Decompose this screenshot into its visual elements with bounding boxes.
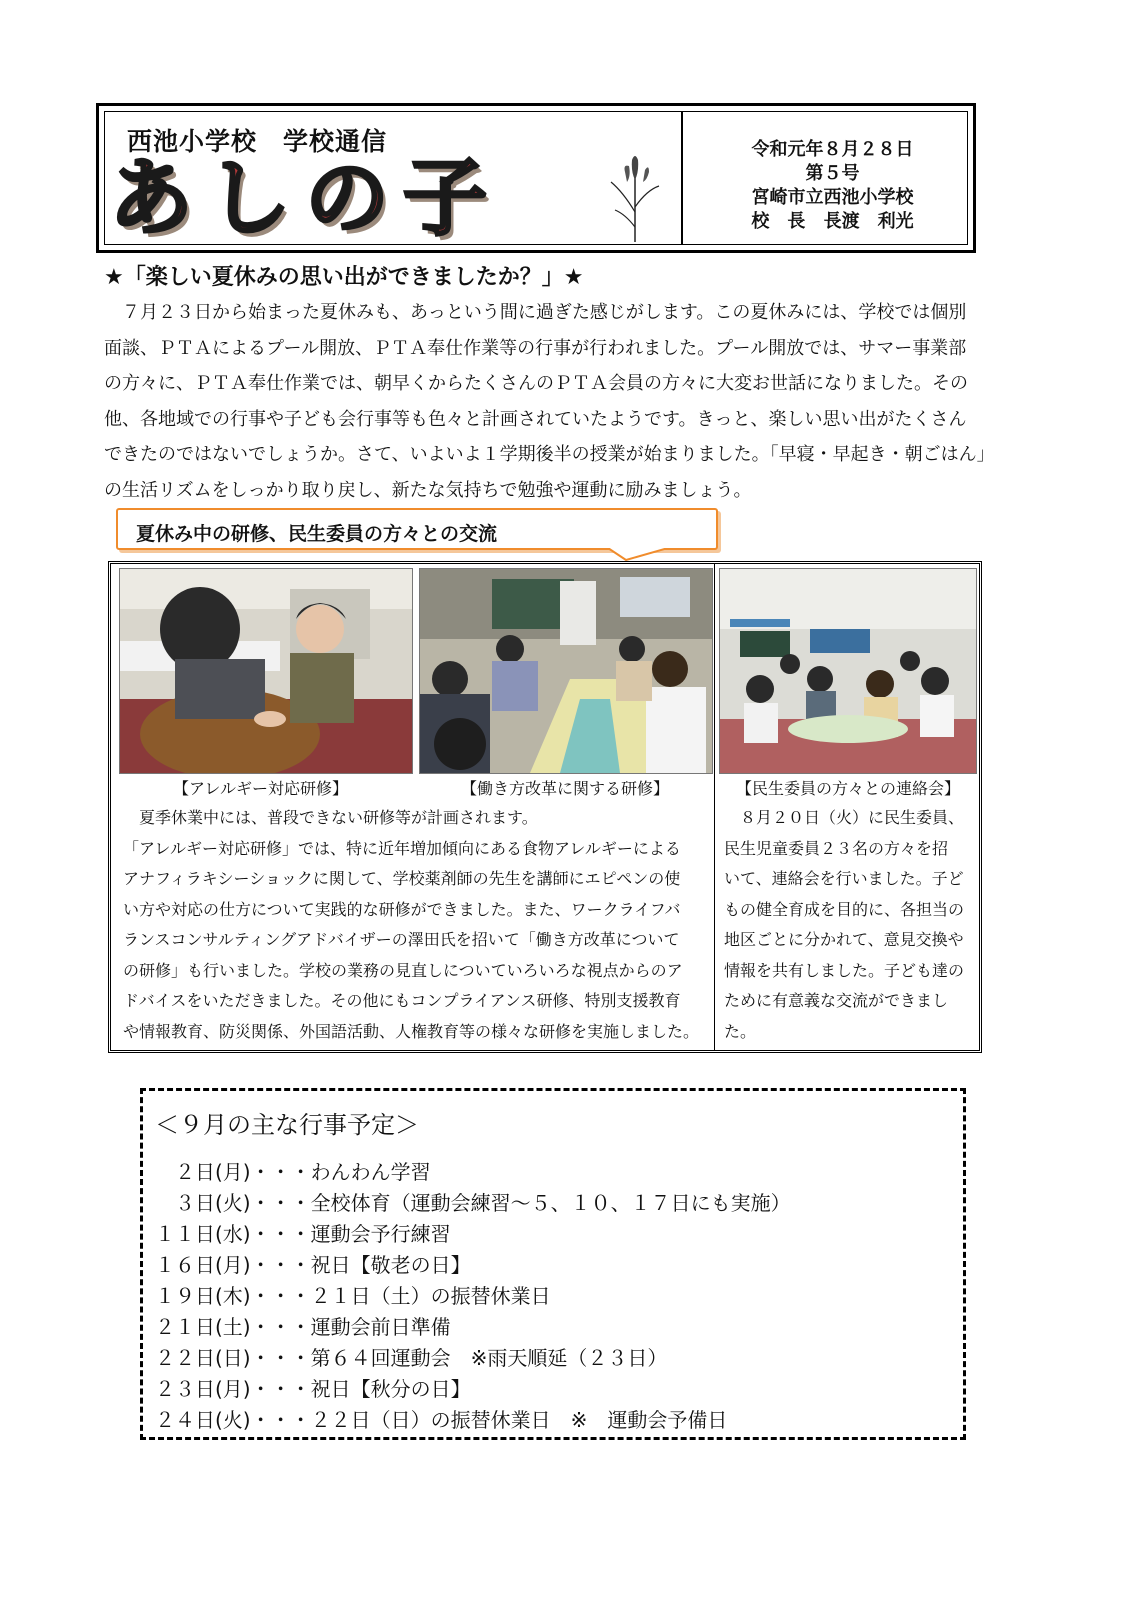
callout-tail bbox=[608, 548, 668, 562]
caption-allergy-training: 【アレルギー対応研修】 bbox=[173, 779, 348, 798]
events-title: ＜９月の主な行事予定＞ bbox=[155, 1111, 419, 1139]
reed-grass-icon bbox=[605, 152, 665, 242]
event-item: ２日(月)・・・わんわん学習 bbox=[155, 1160, 431, 1184]
main-headline: ★「楽しい夏休みの思い出ができましたか？」★ bbox=[104, 265, 584, 290]
training-line: い方や対応の仕方について実践的な研修ができました。また、ワークライフバ bbox=[123, 899, 681, 919]
intro-paragraph bbox=[104, 295, 1006, 508]
event-item: ２１日(土)・・・運動会前日準備 bbox=[155, 1315, 451, 1339]
issue-date: 令和元年８月２８日 bbox=[751, 139, 914, 160]
training-line: の研修」も行いました。学校の業務の見直しについていろいろな視点からのア bbox=[123, 960, 683, 980]
welfare-line: た。 bbox=[724, 1021, 757, 1041]
photo-box-divider bbox=[714, 564, 715, 1050]
training-line: 夏季休業中には、普段できない研修等が計画されます。 bbox=[139, 808, 538, 827]
issue-number: 第５号 bbox=[805, 163, 860, 184]
training-line: アナフィラキシーショックに関して、学校薬剤師の先生を講師にエピペンの使 bbox=[123, 869, 681, 888]
training-line: ドバイスをいただきました。その他にもコンプライアンス研修、特別支援教育 bbox=[123, 991, 681, 1010]
principal-role: 校 長 bbox=[751, 211, 806, 232]
intro-line: できたのではないでしょうか。さて、いよいよ１学期後半の授業が始まりました。「早寝・早起き・朝ごはん」 bbox=[104, 444, 995, 465]
training-section bbox=[108, 561, 982, 1053]
event-item: ２２日(日)・・・第６４回運動会 ※雨天順延（２３日） bbox=[155, 1346, 668, 1370]
welfare-line: 地区ごとに分かれて、意見交換や bbox=[724, 930, 964, 949]
event-item: １６日(月)・・・祝日【敬老の日】 bbox=[155, 1253, 471, 1277]
welfare-line: いて、連絡会を行いました。子ど bbox=[724, 869, 964, 888]
caption-work-reform-training: 【働き方改革に関する研修】 bbox=[461, 779, 670, 798]
event-item: ２４日(火)・・・２２日（日）の振替休業日 ※ 運動会予備日 bbox=[155, 1408, 728, 1432]
principal bbox=[705, 210, 960, 234]
welfare-line: 情報を共有しました。子ども達の bbox=[724, 960, 965, 980]
welfare-paragraph bbox=[724, 803, 974, 1047]
event-item: １９日(木)・・・２１日（土）の振替休業日 bbox=[155, 1284, 551, 1308]
intro-line: 面談、ＰＴＡによるプール開放、ＰＴＡ奉仕作業等の行事が行われました。プール開放では、サマー事業部 bbox=[104, 337, 967, 359]
callout-text: 夏休み中の研修、民生委員の方々との交流 bbox=[136, 523, 498, 545]
training-paragraph bbox=[123, 803, 708, 1047]
masthead-inner-frame bbox=[104, 111, 968, 245]
photo-welfare-meeting bbox=[719, 568, 977, 774]
events-list bbox=[155, 1157, 791, 1436]
principal-name: 長渡 利光 bbox=[823, 211, 914, 232]
welfare-line: ために有意義な交流ができまし bbox=[724, 991, 949, 1010]
issue-info bbox=[705, 138, 960, 234]
training-line: 「アレルギー対応研修」では、特に近年増加傾向にある食物アレルギーによる bbox=[123, 838, 681, 858]
september-events-box bbox=[140, 1088, 966, 1440]
school-line: 西池小学校 学校通信 bbox=[127, 127, 388, 156]
school-name: 宮崎市立西池小学校 bbox=[751, 187, 914, 208]
event-item: ３日(火)・・・全校体育（運動会練習～５、１０、１７日にも実施） bbox=[155, 1191, 791, 1215]
caption-welfare-meeting: 【民生委員の方々との連絡会】 bbox=[736, 779, 961, 798]
masthead bbox=[96, 103, 976, 253]
section-callout bbox=[116, 508, 718, 550]
photo-allergy-training bbox=[119, 568, 413, 774]
intro-line: 他、各地域での行事や子ども会行事等も色々と計画されていたようです。きっと、楽しい思い出がたくさん bbox=[104, 408, 967, 430]
intro-line: の方々に、ＰＴＡ奉仕作業では、朝早くからたくさんのＰＴＡ会員の方々に大変お世話になりました。その bbox=[104, 373, 968, 394]
welfare-line: もの健全育成を目的に、各担当の bbox=[724, 899, 965, 919]
masthead-divider bbox=[681, 112, 683, 244]
event-item: ２３日(月)・・・祝日【秋分の日】 bbox=[155, 1377, 471, 1401]
welfare-line: ８月２０日（火）に民生委員、 bbox=[740, 808, 965, 827]
training-line: や情報教育、防災関係、外国語活動、人権教育等の様々な研修を実施しました。 bbox=[123, 1021, 700, 1041]
intro-line: の生活リズムをしっかり取り戻し、新たな気持ちで勉強や運動に励みましょう。 bbox=[104, 479, 752, 501]
welfare-line: 民生児童委員２３名の方々を招 bbox=[724, 838, 949, 858]
intro-line: ７月２３日から始まった夏休みも、あっという間に過ぎた感じがします。この夏休みには、学校では個別 bbox=[122, 302, 967, 323]
photo-work-reform-training bbox=[419, 568, 713, 774]
event-item: １１日(水)・・・運動会予行練習 bbox=[155, 1222, 451, 1246]
newsletter-title-logo: あしの子 bbox=[109, 149, 502, 247]
training-line: ランスコンサルティングアドバイザーの澤田氏を招いて「働き方改革について bbox=[123, 930, 680, 949]
